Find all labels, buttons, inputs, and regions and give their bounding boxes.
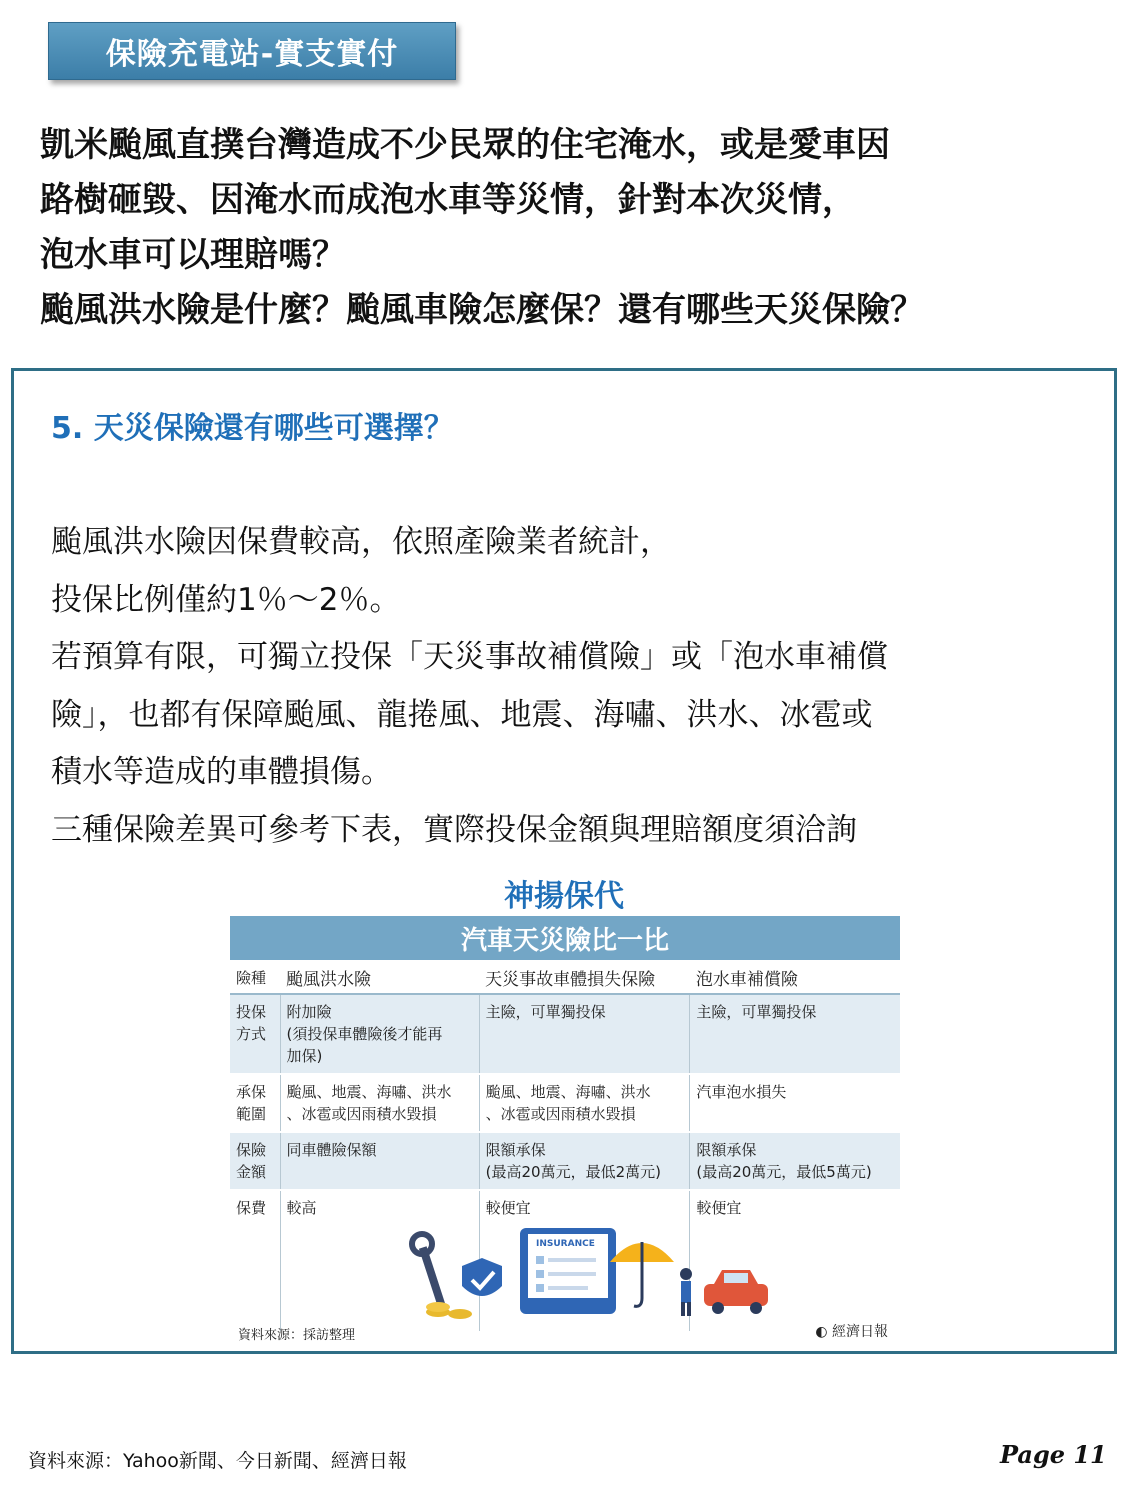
table-cell: 較便宜 xyxy=(479,1190,690,1332)
table-cell: 較便宜 xyxy=(690,1190,900,1332)
intro-line: 凱米颱風直撲台灣造成不少民眾的住宅淹水，或是愛車因 xyxy=(40,125,890,165)
column-header: 天災事故車體損失保險 xyxy=(479,962,690,994)
table-cell: 較高 xyxy=(280,1190,479,1332)
row-label: 投保 方式 xyxy=(230,994,280,1074)
person-icon xyxy=(680,1268,692,1316)
intro-line: 泡水車可以理賠嗎？ xyxy=(40,235,346,275)
intro-paragraph xyxy=(40,118,1120,338)
table-cell: 汽車泡水損失 xyxy=(690,1074,900,1132)
page-number: Page 11 xyxy=(1000,1440,1107,1469)
insurance-illustration xyxy=(370,1216,790,1324)
table-header-row xyxy=(230,962,900,994)
body-line: 颱風洪水險因保費較高，依照產險業者統計， xyxy=(51,524,671,560)
section-tag: 保險充電站-實支實付 xyxy=(48,22,456,80)
table-cell: 限額承保 (最高20萬元，最低5萬元) xyxy=(690,1132,900,1190)
body-line: 積水等造成的車體損傷。 xyxy=(51,754,392,790)
document-icon xyxy=(520,1228,616,1314)
intro-line: 路樹砸毀、因淹水而成泡水車等災情，針對本次災情， xyxy=(40,180,856,220)
column-header: 泡水車補償險 xyxy=(690,962,900,994)
table-row xyxy=(230,1074,900,1132)
table-cell: 主險，可單獨投保 xyxy=(690,994,900,1074)
table-cell: 颱風、地震、海嘯、洪水 、冰雹或因雨積水毀損 xyxy=(280,1074,479,1132)
body-line: 險」，也都有保障颱風、龍捲風、地震、海嘯、洪水、冰雹或 xyxy=(51,696,873,733)
comparison-figure xyxy=(230,916,900,1346)
wrench-icon xyxy=(412,1234,446,1308)
footer-source: 資料來源：Yahoo新聞、今日新聞、經濟日報 xyxy=(28,1450,407,1472)
table-row xyxy=(230,994,900,1074)
section-body xyxy=(51,514,1081,859)
figure-source: 資料來源：採訪整理 xyxy=(238,1328,356,1343)
car-icon xyxy=(704,1270,768,1314)
table-row xyxy=(230,1132,900,1190)
table-cell: 主險，可單獨投保 xyxy=(479,994,690,1074)
table-cell: 颱風、地震、海嘯、洪水 、冰雹或因雨積水毀損 xyxy=(479,1074,690,1132)
agency-credit: 神揚保代 xyxy=(504,879,624,914)
coins-icon xyxy=(426,1302,472,1319)
publisher-icon: ◐ xyxy=(815,1324,832,1340)
umbrella-icon xyxy=(610,1242,674,1306)
body-line: 若預算有限，可獨立投保「天災事故補償險」或「泡水車補償 xyxy=(51,639,888,675)
shield-icon xyxy=(462,1258,502,1296)
content-panel xyxy=(11,368,1117,1354)
table-cell: 附加險 (須投保車體險後才能再 加保) xyxy=(280,994,479,1074)
table-cell: 同車體險保額 xyxy=(280,1132,479,1190)
section-title: 5. 天災保險還有哪些可選擇？ xyxy=(51,411,454,446)
body-line: 投保比例僅約1％～2％。 xyxy=(51,581,401,618)
column-header: 颱風洪水險 xyxy=(280,962,479,994)
intro-line: 颱風洪水險是什麼？颱風車險怎麼保？還有哪些天災保險？ xyxy=(40,290,924,330)
row-label: 承保 範圍 xyxy=(230,1074,280,1132)
publisher-name: 經濟日報 xyxy=(832,1324,888,1340)
row-label: 保費 xyxy=(230,1190,280,1332)
figure-title: 汽車天災險比一比 xyxy=(230,916,900,960)
column-header: 險種 xyxy=(230,962,280,994)
insurance-text: INSURANCE xyxy=(536,1239,595,1249)
body-line: 三種保險差異可參考下表，實際投保金額與理賠額度須洽詢 xyxy=(51,811,857,848)
table-cell: 限額承保 (最高20萬元，最低2萬元) xyxy=(479,1132,690,1190)
row-label: 保險 金額 xyxy=(230,1132,280,1190)
publisher-logo xyxy=(815,1321,888,1341)
